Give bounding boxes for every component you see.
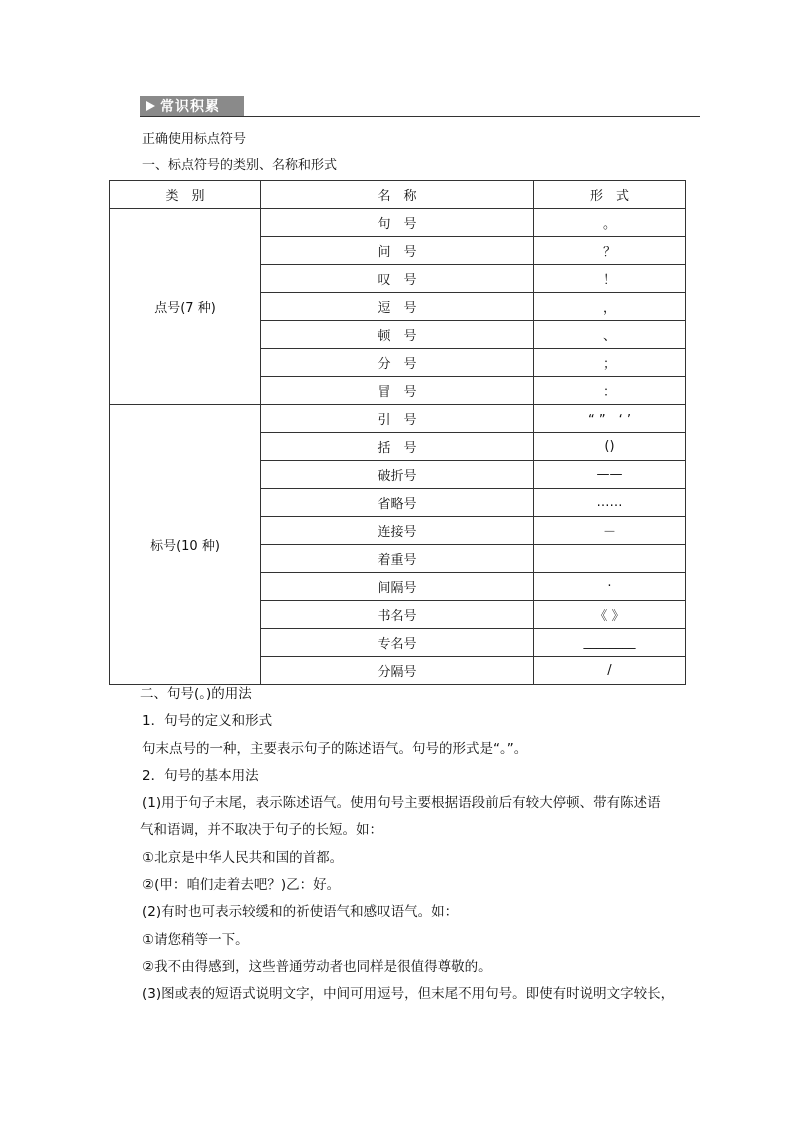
example-2: ②(甲：咱们走着去吧？)乙：好。	[142, 877, 341, 894]
header-rule	[140, 116, 700, 117]
name-cell: 破折号	[261, 461, 534, 489]
header-name: 名 称	[261, 181, 534, 209]
section-tag-label: 常识积累	[160, 99, 220, 115]
form-cell: ()	[534, 433, 686, 461]
body-text	[140, 681, 705, 1009]
paragraph-usage-3: (3)图或表的短语式说明文字，中间可用逗号，但末尾不用句号。即使有时说明文字较长，	[142, 986, 675, 1003]
name-cell: 冒 号	[261, 377, 534, 405]
example-3: ①请您稍等一下。	[142, 931, 249, 948]
form-cell: ——	[534, 461, 686, 489]
name-cell: 叹 号	[261, 265, 534, 293]
form-cell: “ ” ‘ ’	[534, 405, 686, 433]
doc-title: 正确使用标点符号	[142, 132, 247, 147]
paragraph-usage-1-cont: 气和语调，并不取决于句子的长短。如：	[140, 822, 383, 839]
form-cell	[534, 545, 686, 573]
table-row	[110, 405, 686, 433]
header-category: 类 别	[110, 181, 261, 209]
form-cell: 、	[534, 321, 686, 349]
form-cell: /	[534, 657, 686, 685]
name-cell: 书名号	[261, 601, 534, 629]
example-1: ①北京是中华人民共和国的首都。	[142, 849, 344, 866]
name-cell: 连接号	[261, 517, 534, 545]
category-cell: 标号(10 种)	[110, 405, 261, 685]
header-form: 形 式	[534, 181, 686, 209]
name-cell: 分 号	[261, 349, 534, 377]
name-cell: 省略号	[261, 489, 534, 517]
form-cell: ！	[534, 265, 686, 293]
play-arrow-icon	[140, 96, 160, 116]
name-cell: 间隔号	[261, 573, 534, 601]
section-tag	[140, 96, 244, 116]
subheading-2: 2．句号的基本用法	[142, 767, 259, 784]
table-row	[110, 209, 686, 237]
paragraph-definition: 句末点号的一种，主要表示句子的陈述语气。句号的形式是“。”。	[142, 740, 528, 757]
name-cell: 着重号	[261, 545, 534, 573]
name-cell: 分隔号	[261, 657, 534, 685]
name-cell: 专名号	[261, 629, 534, 657]
example-4: ②我不由得感到，这些普通劳动者也同样是很值得尊敬的。	[142, 958, 492, 975]
form-cell: ？	[534, 237, 686, 265]
section-heading-1: 一、标点符号的类别、名称和形式	[142, 158, 338, 173]
paragraph-usage-2: (2)有时也可表示较缓和的祈使语气和感叹语气。如：	[142, 904, 459, 921]
section-header	[140, 96, 700, 118]
form-cell: ，	[534, 293, 686, 321]
name-cell: 顿 号	[261, 321, 534, 349]
name-cell: 括 号	[261, 433, 534, 461]
category-cell: 点号(7 种)	[110, 209, 261, 405]
name-cell: 句 号	[261, 209, 534, 237]
form-cell: 《 》	[534, 601, 686, 629]
form-cell: ……	[534, 489, 686, 517]
paragraph-usage-1: (1)用于句子末尾，表示陈述语气。使用句号主要根据语段前后有较大停顿、带有陈述语	[142, 795, 661, 812]
form-cell: ________	[534, 629, 686, 657]
name-cell: 逗 号	[261, 293, 534, 321]
form-cell: ·	[534, 573, 686, 601]
form-cell: －	[534, 517, 686, 545]
subheading-1: 1．句号的定义和形式	[142, 713, 273, 730]
form-cell: ；	[534, 349, 686, 377]
name-cell: 问 号	[261, 237, 534, 265]
name-cell: 引 号	[261, 405, 534, 433]
section-heading-2: 二、句号(。)的用法	[140, 686, 252, 702]
form-cell: 。	[534, 209, 686, 237]
punctuation-table	[109, 180, 686, 685]
form-cell: ：	[534, 377, 686, 405]
table-header-row	[110, 181, 686, 209]
